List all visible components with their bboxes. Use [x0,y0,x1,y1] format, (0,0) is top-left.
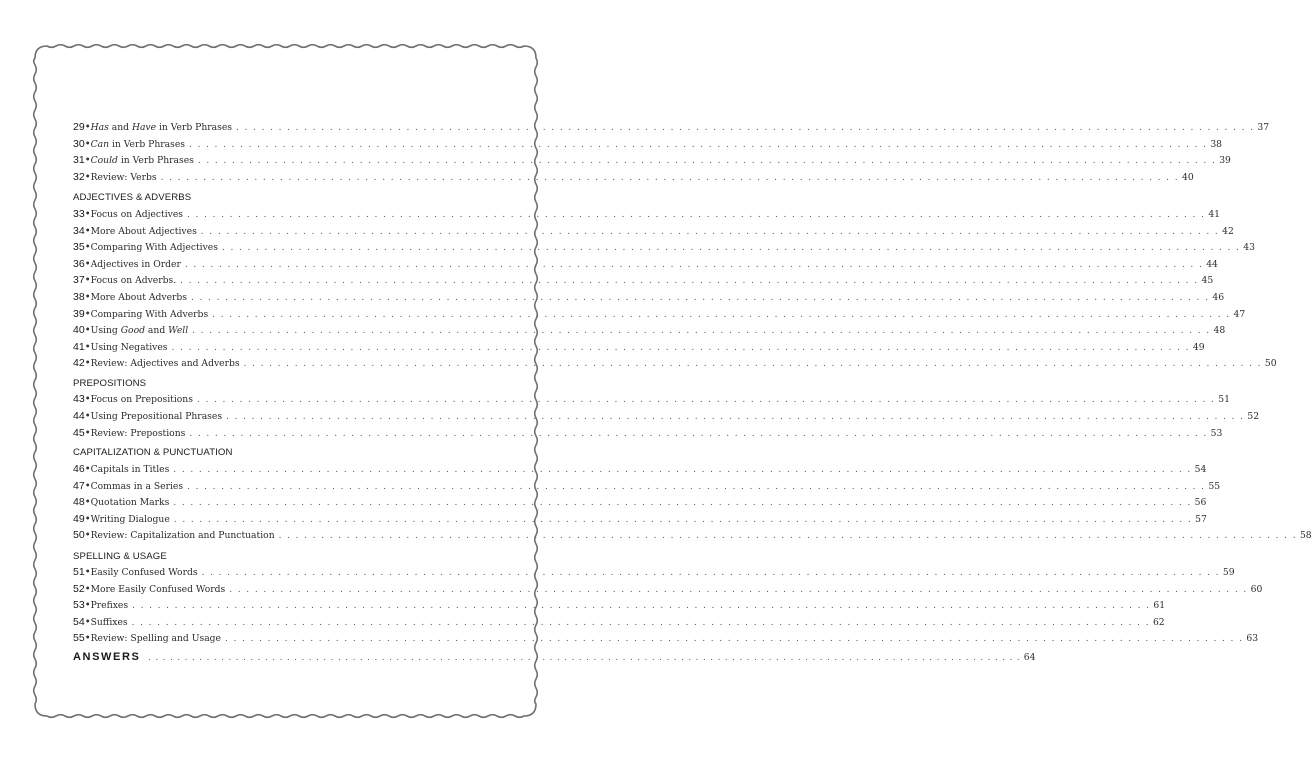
toc-entry[interactable] [73,463,1207,479]
toc-entry[interactable] [73,599,1166,615]
bullet-icon: • [84,242,91,254]
lesson-title [91,358,240,369]
dot-leader: . . . . . . . . . . . . . . . . . . . . . . . . . . . . . . . . . . . . . . . . . . . . . . . . . . . . . . . . . . . . . . . . . . . . . . . . . . . . . . . . . . . . . . . . . . . . . . . . . . . . . . . . . . . . . . . . . . . . . . . . [225,634,1244,645]
toc-entry[interactable] [73,257,1218,274]
lesson-number: 32 [73,170,85,183]
bullet-icon: • [84,567,91,578]
section-heading: PREPOSITIONS [73,378,147,389]
title-emphasis: Can [90,138,110,150]
page-number: 46 [1212,292,1225,303]
dot-leader: . . . . . . . . . . . . . . . . . . . . . . . . . . . . . . . . . . . . . . . . . . . . . . . . . . . . . . . . . . . . . . . . . . . . . . . . . . . . . . . . . . . . . . . . . . . . . . . . . . . . . . . . . . . . . . . . . . . . . . . . [221,243,1241,254]
dot-leader: . . . . . . . . . . . . . . . . . . . . . . . . . . . . . . . . . . . . . . . . . . . . . . . . . . . . . . . . . . . . . . . . . . . . . . . . . . . . . . . . . . . . . . . . . . . . . . . . . . . . . . . . . . . . . . . . . . . . . . . . [191,293,1210,303]
dot-leader: . . . . . . . . . . . . . . . . . . . . . . . . . . . . . . . . . . . . . . . . . . . . . . . . . . . . . . . . . . . . . . . . . . . . . . . . . . . . . . . . . . . . . . . . . . . . . . . . . . . . . . . . . . . . . . . . . . . . . . . . [148,652,1021,662]
bullet-icon: • [84,138,91,150]
title-text: Review: Verbs [90,171,157,183]
bullet-icon: • [84,275,91,287]
answers-entry[interactable] [73,651,1036,669]
lesson-title [91,292,187,303]
page-number: 51 [1218,394,1230,405]
dot-leader: . . . . . . . . . . . . . . . . . . . . . . . . . . . . . . . . . . . . . . . . . . . . . . . . . . . . . . . . . . . . . . . . . . . . . . . . . . . . . . . . . . . . . . . . . . . . . . . . . . . . . . . . . . . . . . . . . . . . . . . . [278,531,1297,542]
dot-leader: . . . . . . . . . . . . . . . . . . . . . . . . . . . . . . . . . . . . . . . . . . . . . . . . . . . . . . . . . . . . . . . . . . . . . . . . . . . . . . . . . . . . . . . . . . . . . . . . . . . . . . . . . . . . . . . . . . . . . . . . [200,226,1220,237]
title-text: Focus on Adverbs. [90,275,177,287]
dot-leader: . . . . . . . . . . . . . . . . . . . . . . . . . . . . . . . . . . . . . . . . . . . . . . . . . . . . . . . . . . . . . . . . . . . . . . . . . . . . . . . . . . . . . . . . . . . . . . . . . . . . . . . . . . . . . . . . . . . . . . . . [160,172,1179,183]
title-text: Capitals in Titles [90,464,170,475]
page-number: 50 [1264,358,1277,370]
page-number: 39 [1219,155,1231,166]
bullet-icon: • [84,122,91,133]
bullet-icon: • [84,341,91,353]
page-number: 45 [1201,275,1214,287]
toc-entry[interactable] [73,170,1194,187]
page-number: 52 [1247,410,1260,422]
dot-leader: . . . . . . . . . . . . . . . . . . . . . . . . . . . . . . . . . . . . . . . . . . . . . . . . . . . . . . . . . . . . . . . . . . . . . . . . . . . . . . . . . . . . . . . . . . . . . . . . . . . . . . . . . . . . . . . . . . . . . . . . [132,601,1151,612]
dot-leader: . . . . . . . . . . . . . . . . . . . . . . . . . . . . . . . . . . . . . . . . . . . . . . . . . . . . . . . . . . . . . . . . . . . . . . . . . . . . . . . . . . . . . . . . . . . . . . . . . . . . . . . . . . . . . . . . . . . . . . . . [236,123,1255,133]
lesson-title [91,530,275,541]
lesson-number: 49 [73,512,85,525]
title-text: in Verb Phrases [109,138,185,150]
lesson-number: 39 [73,307,85,320]
title-emphasis: Well [168,325,189,337]
toc-entry[interactable] [73,137,1223,154]
lesson-title [91,633,221,644]
page-number: 53 [1210,427,1223,439]
toc-entry[interactable] [73,582,1263,599]
bullet-icon: • [84,583,91,595]
title-text: and [108,122,132,133]
lesson-title [91,209,183,220]
toc-entry[interactable] [73,274,1214,290]
page-number: 59 [1222,567,1235,578]
section-heading: SPELLING & USAGE [73,551,167,562]
lesson-number: 47 [73,479,85,492]
lesson-number: 55 [73,632,85,645]
bullet-icon: • [84,171,91,183]
lesson-title [91,514,170,525]
bullet-icon: • [84,155,91,166]
title-emphasis: Have [131,122,157,133]
lesson-title [91,155,194,166]
page-number: 62 [1152,616,1165,628]
bullet-icon: • [84,209,91,220]
title-text: Review: Capitalization and Punctuation [90,530,275,542]
title-emphasis: Could [90,155,118,166]
toc-entry[interactable] [73,566,1235,582]
bullet-icon: • [84,258,91,270]
dot-leader: . . . . . . . . . . . . . . . . . . . . . . . . . . . . . . . . . . . . . . . . . . . . . . . . . . . . . . . . . . . . . . . . . . . . . . . . . . . . . . . . . . . . . . . . . . . . . . . . . . . . . . . . . . . . . . . . . . . . . . . . [201,568,1220,578]
title-text: More Easily Confused Words [90,583,226,595]
section-heading: ADJECTIVES & ADVERBS [73,192,192,203]
dot-leader: . . . . . . . . . . . . . . . . . . . . . . . . . . . . . . . . . . . . . . . . . . . . . . . . . . . . . . . . . . . . . . . . . . . . . . . . . . . . . . . . . . . . . . . . . . . . . . . . . . . . . . . . . . . . . . . . . . . . . . . . [197,156,1217,166]
dot-leader: . . . . . . . . . . . . . . . . . . . . . . . . . . . . . . . . . . . . . . . . . . . . . . . . . . . . . . . . . . . . . . . . . . . . . . . . . . . . . . . . . . . . . . . . . . . . . . . . . . . . . . . . . . . . . . . . . . . . . . . . [171,342,1190,353]
lesson-number: 52 [73,582,85,595]
title-text: Review: Adjectives and Adverbs [90,358,240,370]
bullet-icon: • [84,513,91,525]
lesson-number: 54 [73,615,85,628]
lesson-number: 44 [73,409,85,422]
toc-entry[interactable] [73,307,1246,324]
title-text: Commas in a Series [90,480,184,492]
lesson-number: 45 [73,426,85,439]
title-text: Using [90,325,121,337]
page-number: 44 [1206,258,1218,270]
title-text: More About Adverbs [90,292,187,303]
title-text: Comparing With Adjectives [90,242,218,254]
dot-leader: . . . . . . . . . . . . . . . . . . . . . . . . . . . . . . . . . . . . . . . . . . . . . . . . . . . . . . . . . . . . . . . . . . . . . . . . . . . . . . . . . . . . . . . . . . . . . . . . . . . . . . . . . . . . . . . . . . . . . . . . [131,617,1150,628]
section-heading: CAPITALIZATION & PUNCTUATION [73,447,233,458]
lesson-number: 43 [73,393,85,405]
page-number: 63 [1246,633,1259,645]
lesson-title [91,464,170,475]
lesson-title [91,325,189,336]
bullet-icon: • [84,308,91,320]
title-text: Using Prepositional Phrases [90,410,223,422]
title-text: Suffixes [90,616,128,628]
dot-leader: . . . . . . . . . . . . . . . . . . . . . . . . . . . . . . . . . . . . . . . . . . . . . . . . . . . . . . . . . . . . . . . . . . . . . . . . . . . . . . . . . . . . . . . . . . . . . . . . . . . . . . . . . . . . . . . . . . . . . . . . [226,411,1245,422]
toc-entry[interactable] [73,426,1223,443]
answers-label: ANSWERS [73,651,141,663]
bullet-icon: • [84,225,91,237]
lesson-title [91,342,168,353]
title-text: Quotation Marks [90,497,170,509]
bullet-icon: • [84,633,91,645]
page-number: 38 [1210,138,1223,150]
lesson-number: 30 [73,137,85,150]
lesson-number: 46 [73,463,85,475]
toc-entry[interactable] [73,291,1225,307]
page-number: 64 [1023,652,1036,663]
page-number: 49 [1192,341,1205,353]
toc-entry[interactable] [73,357,1277,373]
dot-leader: . . . . . . . . . . . . . . . . . . . . . . . . . . . . . . . . . . . . . . . . . . . . . . . . . . . . . . . . . . . . . . . . . . . . . . . . . . . . . . . . . . . . . . . . . . . . . . . . . . . . . . . . . . . . . . . . . . . . . . . . [229,584,1248,595]
title-text: Prefixes [90,600,129,612]
dot-leader: . . . . . . . . . . . . . . . . . . . . . . . . . . . . . . . . . . . . . . . . . . . . . . . . . . . . . . . . . . . . . . . . . . . . . . . . . . . . . . . . . . . . . . . . . . . . . . . . . . . . . . . . . . . . . . . . . . . . . . . . [184,259,1204,270]
lesson-title [91,411,222,422]
lesson-number: 35 [73,241,85,254]
bullet-icon: • [84,292,91,303]
title-emphasis: Good [120,325,146,337]
toc-entry[interactable] [73,340,1205,357]
dot-leader: . . . . . . . . . . . . . . . . . . . . . . . . . . . . . . . . . . . . . . . . . . . . . . . . . . . . . . . . . . . . . . . . . . . . . . . . . . . . . . . . . . . . . . . . . . . . . . . . . . . . . . . . . . . . . . . . . . . . . . . . [186,210,1206,220]
dot-leader: . . . . . . . . . . . . . . . . . . . . . . . . . . . . . . . . . . . . . . . . . . . . . . . . . . . . . . . . . . . . . . . . . . . . . . . . . . . . . . . . . . . . . . . . . . . . . . . . . . . . . . . . . . . . . . . . . . . . . . . . [189,428,1208,439]
toc-entry[interactable] [73,121,1270,137]
page-number: 41 [1208,209,1221,220]
lesson-title [91,242,218,253]
lesson-number: 34 [73,224,85,237]
toc-entry[interactable] [73,393,1230,409]
lesson-title [91,172,157,183]
bullet-icon: • [84,530,91,542]
toc-entry[interactable] [73,615,1165,632]
toc-entry[interactable] [73,479,1221,496]
toc-entry[interactable] [73,224,1234,241]
lesson-title [91,481,184,492]
lesson-title [91,617,128,628]
lesson-number: 31 [73,154,85,166]
page-number: 40 [1181,171,1194,183]
page-number: 37 [1257,122,1270,133]
bullet-icon: • [84,497,91,509]
lesson-number: 40 [73,324,85,337]
lesson-number: 38 [73,291,85,303]
title-text: Easily Confused Words [90,567,198,578]
page-number: 54 [1194,464,1207,475]
title-text: Review: Spelling and Usage [90,633,221,645]
bullet-icon: • [84,358,91,370]
dot-leader: . . . . . . . . . . . . . . . . . . . . . . . . . . . . . . . . . . . . . . . . . . . . . . . . . . . . . . . . . . . . . . . . . . . . . . . . . . . . . . . . . . . . . . . . . . . . . . . . . . . . . . . . . . . . . . . . . . . . . . . . [187,481,1206,492]
title-text: in Verb Phrases [117,155,194,166]
lesson-number: 33 [73,208,85,220]
title-text: Review: Prepostions [90,427,186,439]
page-number: 55 [1208,480,1221,492]
lesson-title [91,394,193,405]
lesson-number: 42 [73,357,85,370]
dot-leader: . . . . . . . . . . . . . . . . . . . . . . . . . . . . . . . . . . . . . . . . . . . . . . . . . . . . . . . . . . . . . . . . . . . . . . . . . . . . . . . . . . . . . . . . . . . . . . . . . . . . . . . . . . . . . . . . . . . . . . . . [188,139,1208,150]
lesson-number: 41 [73,340,85,353]
page-number: 42 [1222,225,1234,237]
bullet-icon: • [84,464,91,475]
title-text: Focus on Adjectives [90,209,183,220]
lesson-title [91,226,197,237]
bullet-icon: • [84,427,91,439]
lesson-title [91,584,226,595]
lesson-title [91,497,170,508]
page-number: 47 [1233,308,1246,320]
toc-entry[interactable] [73,496,1207,512]
title-text: Using Negatives [90,341,168,353]
page-number: 56 [1194,497,1207,509]
title-text: in Verb Phrases [156,122,233,133]
bullet-icon: • [84,600,91,612]
title-emphasis: Has [90,122,109,133]
lesson-title [91,309,209,320]
bullet-icon: • [84,410,91,422]
bullet-icon: • [84,480,91,492]
title-text: Writing Dialogue [90,513,170,525]
lesson-title [91,139,185,150]
dot-leader: . . . . . . . . . . . . . . . . . . . . . . . . . . . . . . . . . . . . . . . . . . . . . . . . . . . . . . . . . . . . . . . . . . . . . . . . . . . . . . . . . . . . . . . . . . . . . . . . . . . . . . . . . . . . . . . . . . . . . . . . [212,309,1231,320]
lesson-number: 29 [73,121,85,133]
dot-leader: . . . . . . . . . . . . . . . . . . . . . . . . . . . . . . . . . . . . . . . . . . . . . . . . . . . . . . . . . . . . . . . . . . . . . . . . . . . . . . . . . . . . . . . . . . . . . . . . . . . . . . . . . . . . . . . . . . . . . . . . [243,359,1262,370]
toc-entry[interactable] [73,632,1259,648]
page-number: 57 [1195,513,1207,525]
toc-entry[interactable] [73,529,1312,545]
bullet-icon: • [84,394,91,405]
lesson-number: 48 [73,496,85,509]
bullet-icon: • [84,616,91,628]
lesson-title [91,275,177,286]
title-text: Adjectives in Order [90,258,181,270]
title-text: Comparing With Adverbs [90,308,209,320]
page-number: 60 [1250,583,1263,595]
toc-entry[interactable] [73,324,1226,340]
toc-entry[interactable] [73,208,1221,224]
title-text: More About Adjectives [90,225,197,237]
lesson-number: 50 [73,529,85,542]
lesson-number: 36 [73,257,85,270]
dot-leader: . . . . . . . . . . . . . . . . . . . . . . . . . . . . . . . . . . . . . . . . . . . . . . . . . . . . . . . . . . . . . . . . . . . . . . . . . . . . . . . . . . . . . . . . . . . . . . . . . . . . . . . . . . . . . . . . . . . . . . . . [173,498,1192,509]
dot-leader: . . . . . . . . . . . . . . . . . . . . . . . . . . . . . . . . . . . . . . . . . . . . . . . . . . . . . . . . . . . . . . . . . . . . . . . . . . . . . . . . . . . . . . . . . . . . . . . . . . . . . . . . . . . . . . . . . . . . . . . . [173,465,1192,475]
page-number: 58 [1299,530,1312,542]
lesson-title [91,567,198,578]
page-number: 48 [1213,325,1226,337]
dot-leader: . . . . . . . . . . . . . . . . . . . . . . . . . . . . . . . . . . . . . . . . . . . . . . . . . . . . . . . . . . . . . . . . . . . . . . . . . . . . . . . . . . . . . . . . . . . . . . . . . . . . . . . . . . . . . . . . . . . . . . . . [196,395,1216,405]
toc-entry[interactable] [73,241,1255,257]
lesson-title [91,428,186,439]
lesson-number: 53 [73,599,85,612]
lesson-title [91,600,128,611]
lesson-title [91,259,181,270]
title-text: Focus on Prepositions [90,394,193,405]
title-text: and [145,325,169,337]
lesson-title [91,122,232,133]
page-number: 43 [1243,242,1255,254]
toc-entry[interactable] [73,409,1260,426]
bullet-icon: • [84,325,91,337]
toc-entry[interactable] [73,512,1207,529]
lesson-number: 51 [73,566,85,578]
page-number: 61 [1153,600,1166,612]
toc-entry[interactable] [73,154,1231,170]
lesson-number: 37 [73,274,85,287]
dot-leader: . . . . . . . . . . . . . . . . . . . . . . . . . . . . . . . . . . . . . . . . . . . . . . . . . . . . . . . . . . . . . . . . . . . . . . . . . . . . . . . . . . . . . . . . . . . . . . . . . . . . . . . . . . . . . . . . . . . . . . . . [192,326,1211,337]
dot-leader: . . . . . . . . . . . . . . . . . . . . . . . . . . . . . . . . . . . . . . . . . . . . . . . . . . . . . . . . . . . . . . . . . . . . . . . . . . . . . . . . . . . . . . . . . . . . . . . . . . . . . . . . . . . . . . . . . . . . . . . . [180,276,1199,287]
dot-leader: . . . . . . . . . . . . . . . . . . . . . . . . . . . . . . . . . . . . . . . . . . . . . . . . . . . . . . . . . . . . . . . . . . . . . . . . . . . . . . . . . . . . . . . . . . . . . . . . . . . . . . . . . . . . . . . . . . . . . . . . [173,514,1193,525]
